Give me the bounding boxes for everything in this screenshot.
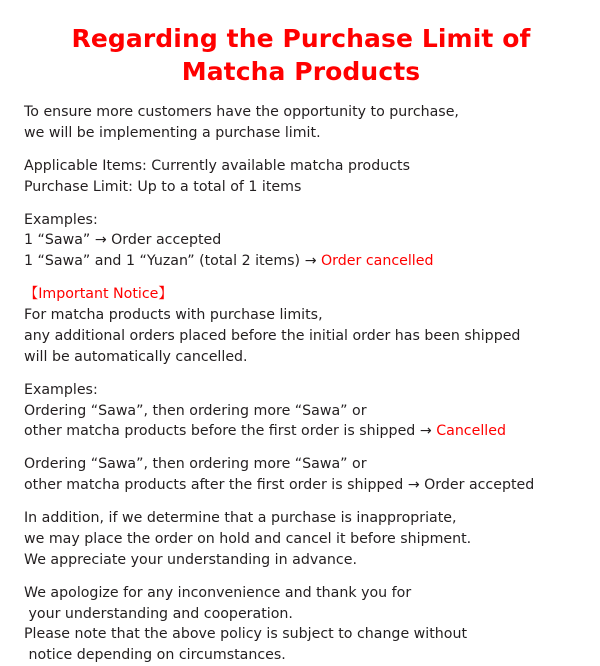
text-line: [24, 624, 578, 645]
text-run: Applicable Items: Currently available matcha products: [24, 157, 410, 174]
text-line: [24, 177, 578, 198]
paragraph-apology: [24, 583, 578, 666]
text-line: [24, 284, 578, 305]
text-line: [24, 550, 578, 571]
text-line: [24, 102, 578, 123]
text-run: 【Important Notice】: [24, 286, 173, 303]
text-line: [24, 210, 578, 231]
text-run: other matcha products after the first order is shipped → Order accepted: [24, 477, 535, 494]
paragraph-inappropriate-purchase: [24, 508, 578, 571]
text-line: [24, 401, 578, 422]
paragraph-examples-3: [24, 454, 578, 496]
text-line: [24, 508, 578, 529]
text-run: 1 “Sawa” and 1 “Yuzan” (total 2 items) →: [24, 253, 321, 270]
highlight-text-run: Cancelled: [436, 423, 506, 440]
text-line: [24, 326, 578, 347]
text-line: [24, 421, 578, 442]
text-run: We apologize for any inconvenience and thank you for: [24, 584, 412, 601]
paragraph-examples-1: [24, 210, 578, 273]
page-title-line-1: Regarding the Purchase Limit of: [71, 24, 531, 53]
text-run: we will be implementing a purchase limit.: [24, 124, 321, 141]
text-run: Ordering “Sawa”, then ordering more “Sawa” or: [24, 456, 367, 473]
text-run: 1 “Sawa” → Order accepted: [24, 232, 222, 249]
text-run: your understanding and cooperation.: [24, 605, 293, 622]
text-line: [24, 475, 578, 496]
text-run: Please note that the above policy is subject to change without: [24, 626, 468, 643]
text-run: We appreciate your understanding in advance.: [24, 551, 357, 568]
text-run: Examples:: [24, 211, 98, 228]
text-line: [24, 454, 578, 475]
text-line: [24, 604, 578, 625]
text-run: Ordering “Sawa”, then ordering more “Sawa” or: [24, 402, 367, 419]
text-run: For matcha products with purchase limits,: [24, 307, 323, 323]
text-line: [24, 305, 578, 326]
text-line: [24, 251, 578, 272]
text-line: [24, 230, 578, 251]
text-run: Purchase Limit: Up to a total of 1 items: [24, 178, 302, 195]
text-run: To ensure more customers have the opportunity to purchase,: [24, 104, 459, 120]
text-line: [24, 347, 578, 368]
text-line: [24, 583, 578, 604]
text-run: notice depending on circumstances.: [24, 647, 286, 664]
text-line: [24, 529, 578, 550]
text-line: [24, 645, 578, 666]
text-run: Examples:: [24, 381, 98, 398]
text-line: [24, 380, 578, 401]
text-run: other matcha products before the first order is shipped →: [24, 423, 437, 440]
paragraph-important-notice: [24, 284, 578, 368]
paragraph-intro: [24, 102, 578, 144]
text-run: In addition, if we determine that a purchase is inappropriate,: [24, 510, 457, 526]
text-line: [24, 123, 578, 144]
text-run: will be automatically cancelled.: [24, 348, 248, 365]
paragraph-examples-2: [24, 380, 578, 443]
paragraph-applicable-items: [24, 156, 578, 198]
notice-body: [24, 102, 578, 666]
text-line: [24, 156, 578, 177]
page-title: [24, 22, 578, 88]
highlight-text-run: Order cancelled: [321, 253, 434, 270]
text-run: we may place the order on hold and cancel it before shipment.: [24, 530, 472, 547]
text-run: any additional orders placed before the initial order has been shipped: [24, 327, 521, 344]
page-title-line-2: Matcha Products: [181, 57, 421, 86]
